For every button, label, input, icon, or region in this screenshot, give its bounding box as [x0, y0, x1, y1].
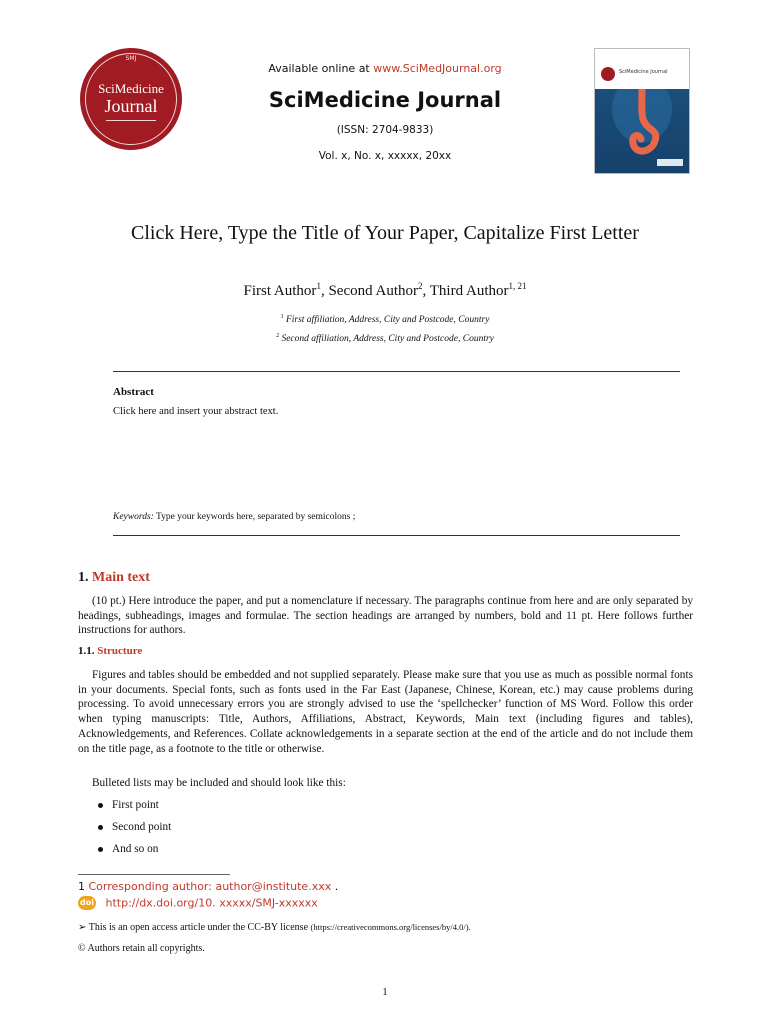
issn: (ISSN: 2704-9833): [336, 124, 434, 136]
bullet-list: [96, 798, 171, 864]
doi-icon: doi: [78, 896, 96, 910]
author-list: First Author$^1$, Second Author$^2$, Third Author$^{1, 21}$: [243, 281, 527, 299]
keywords-text[interactable]: Type your keywords here, separated by semicolons ;: [156, 512, 356, 522]
cover-journal-name: SciMedicine Journal: [619, 69, 668, 75]
author-sup: 1, 21: [508, 281, 527, 291]
subsection-number: 1.1.: [78, 645, 95, 657]
journal-website-link[interactable]: www.SciMedJournal.org: [373, 62, 502, 75]
cover-header: [595, 49, 689, 89]
affiliation-text: First affiliation, Address, City and Postcode, Country: [285, 315, 490, 325]
paper-title: Click Here, Type the Title of Your Paper, Capitalize First Letter: [131, 222, 639, 244]
footnote-marker: 1: [78, 880, 85, 893]
footnote-rule: [78, 874, 230, 875]
journal-logo: [80, 48, 182, 150]
list-item: And so on: [96, 842, 171, 864]
author-name: Third Author: [429, 283, 509, 299]
logo-line2: Journal: [104, 96, 158, 116]
bullet-icon: [98, 825, 103, 830]
affiliation-sup: 2: [276, 333, 280, 339]
open-access-note: [78, 922, 471, 933]
arrow-icon: ➢: [78, 922, 87, 933]
subsection-heading: [78, 645, 142, 657]
author-sup: 1: [316, 281, 321, 291]
keywords: [113, 512, 355, 522]
digestive-system-illustration: [595, 89, 689, 173]
section-number: 1.: [78, 570, 89, 585]
doi-row: [78, 896, 318, 910]
section-paragraph: (10 pt.) Here introduce the paper, and put a nomenclature if necessary. The paragraphs continue from here and are only separated by headings, subheadings, images and formulae. The section headings are arranged by numbers, bold and 11 pt. Here follows further instructions for authors.: [78, 595, 693, 637]
logo-top-text: SMJ: [125, 55, 137, 62]
available-online: [200, 62, 570, 75]
abstract-top-rule: [113, 371, 680, 372]
available-prefix: Available online at: [268, 62, 370, 75]
cover-logo: [601, 67, 615, 81]
license-link[interactable]: (https://creativecommons.org/licenses/by/4.0/).: [310, 922, 471, 932]
subsection-paragraph: Figures and tables should be embedded and not supplied separately. Please make sure that you use as much as possible normal fonts in your documents. Special fonts, such as fonts used in the Far East (Japanese, Chinese, Korean, etc.) may cause problems during processing. To avoid unnecessary errors you are strongly advised to use the ‘spellchecker’ function of MS Word. Follow this order when typing manuscripts: Title, Authors, Affiliations, Abstract, Keywords, Main text (including figures and tables), Acknowledgements, and References. Collate acknowledgements in a separate section at the end of the article and do not include them on the title page, as a footnote to the title or otherwise.: [78, 669, 693, 755]
bullet-icon: [98, 803, 103, 808]
bullet-icon: [98, 847, 103, 852]
author-name: Second Author: [328, 283, 419, 299]
corresponding-marker: 1: [522, 281, 527, 291]
affiliation-text: Second affiliation, Address, City and Postcode, Country: [281, 334, 494, 344]
section-heading: [78, 570, 150, 586]
list-item: Second point: [96, 820, 171, 842]
page-number: 1: [382, 986, 388, 998]
volume-info: Vol. x, No. x, xxxxx, 20xx: [318, 150, 452, 162]
logo-line1: SciMedicine: [98, 81, 164, 96]
author-sup: 2: [418, 281, 423, 291]
affiliation-sup: 1: [280, 314, 284, 320]
corresponding-footnote: [78, 880, 338, 893]
journal-title: SciMedicine Journal: [268, 88, 502, 112]
logo-divider: [106, 120, 156, 121]
abstract-bottom-rule: [113, 535, 680, 536]
open-access-text: This is an open access article under the CC-BY license: [88, 922, 309, 933]
subsection-title: Structure: [97, 645, 143, 657]
keywords-label: Keywords:: [113, 512, 154, 522]
journal-cover-image: [594, 48, 690, 174]
doi-link[interactable]: http://dx.doi.org/10. xxxxx/SMJ-xxxxxx: [105, 896, 318, 910]
list-item: First point: [96, 798, 171, 820]
footnote-period: .: [334, 880, 339, 893]
bullets-intro: Bulleted lists may be included and should look like this:: [92, 777, 346, 789]
affiliation-1: [0, 314, 770, 325]
author-name: First Author: [243, 283, 317, 299]
section-title: Main text: [92, 570, 150, 585]
corresponding-author-email[interactable]: Corresponding author: author@institute.xxx: [88, 880, 332, 893]
abstract-text[interactable]: Click here and insert your abstract text.: [113, 406, 279, 417]
copyright-note: © Authors retain all copyrights.: [78, 943, 205, 954]
cover-artwork: [595, 89, 689, 173]
affiliation-2: [0, 333, 770, 344]
abstract-heading: Abstract: [113, 386, 154, 398]
